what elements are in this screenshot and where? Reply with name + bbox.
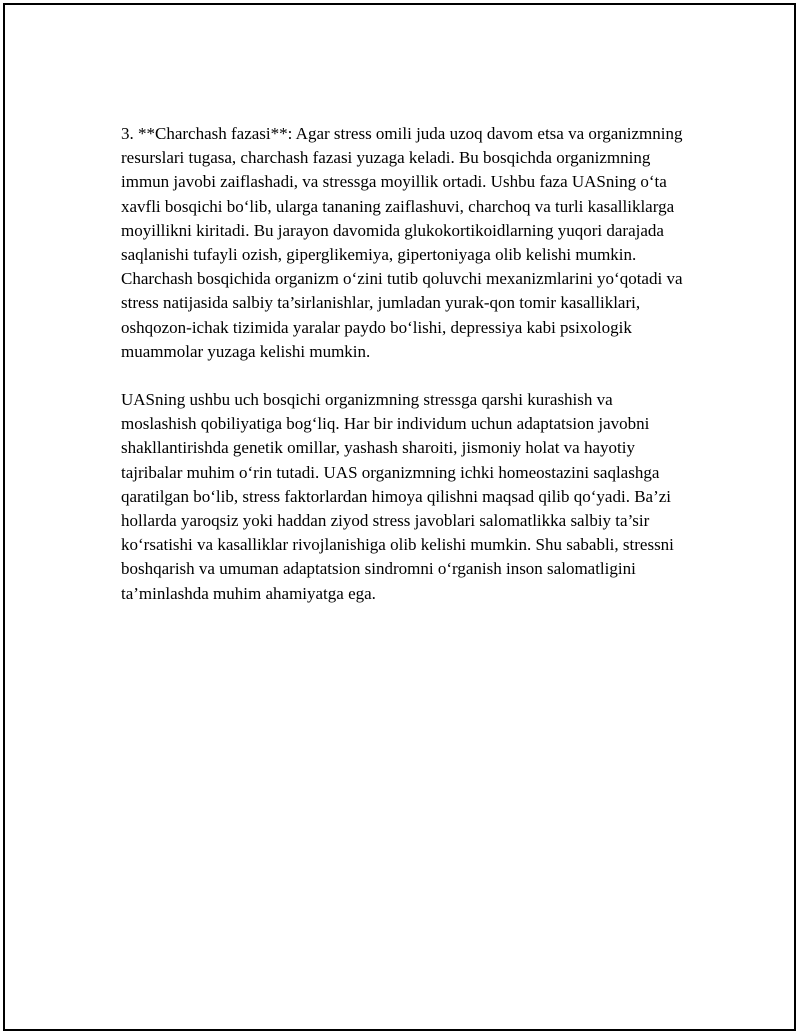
document-page — [3, 3, 796, 1031]
paragraph-exhaustion-phase: 3. **Charchash fazasi**: Agar stress omili juda uzoq davom etsa va organizmning resurslari tugasa, charchash fazasi yuzaga keladi. Bu bosqichda organizmning immun javobi zaiflashadi, va stressga moyillik ortadi. Ushbu faza UASning o‘ta xavfli bosqichi bo‘lib, ularga tananing zaiflashuvi, charchoq va turli kasalliklarga moyillikni kiritadi. Bu jarayon davomida glukokortikoidlarning yuqori darajada saqlanishi tufayli ozish, giperglikemiya, gipertoniyaga olib kelishi mumkin. Charchash bosqichida organizm o‘zini tutib qoluvchi mexanizmlarini yo‘qotadi va stress natijasida salbiy ta’sirlanishlar, jumladan yurak-qon tomir kasalliklari, oshqozon-ichak tizimida yaralar paydo bo‘lishi, depressiya kabi psixologik muammolar yuzaga kelishi mumkin. — [121, 124, 683, 361]
paragraph-uas-summary: UASning ushbu uch bosqichi organizmning stressga qarshi kurashish va moslashish qobiliyatiga bog‘liq. Har bir individum uchun adaptatsion javobni shakllantirishda genetik omillar, yashash sharoiti, jismoniy holat va hayotiy tajribalar muhim o‘rin tutadi. UAS organizmning ichki homeostazini saqlashga qaratilgan bo‘lib, stress faktorlardan himoya qilishni maqsad qilib qo‘yadi. Ba’zi hollarda yaroqsiz yoki haddan ziyod stress javoblari salomatlikka salbiy ta’sir ko‘rsatishi va kasalliklar rivojlanishiga olib kelishi mumkin. Shu sababli, stressni boshqarish va umuman adaptatsion sindromni o‘rganish inson salomatligini ta’minlashda muhim ahamiyatga ega. — [121, 390, 674, 603]
document-body — [121, 122, 691, 606]
